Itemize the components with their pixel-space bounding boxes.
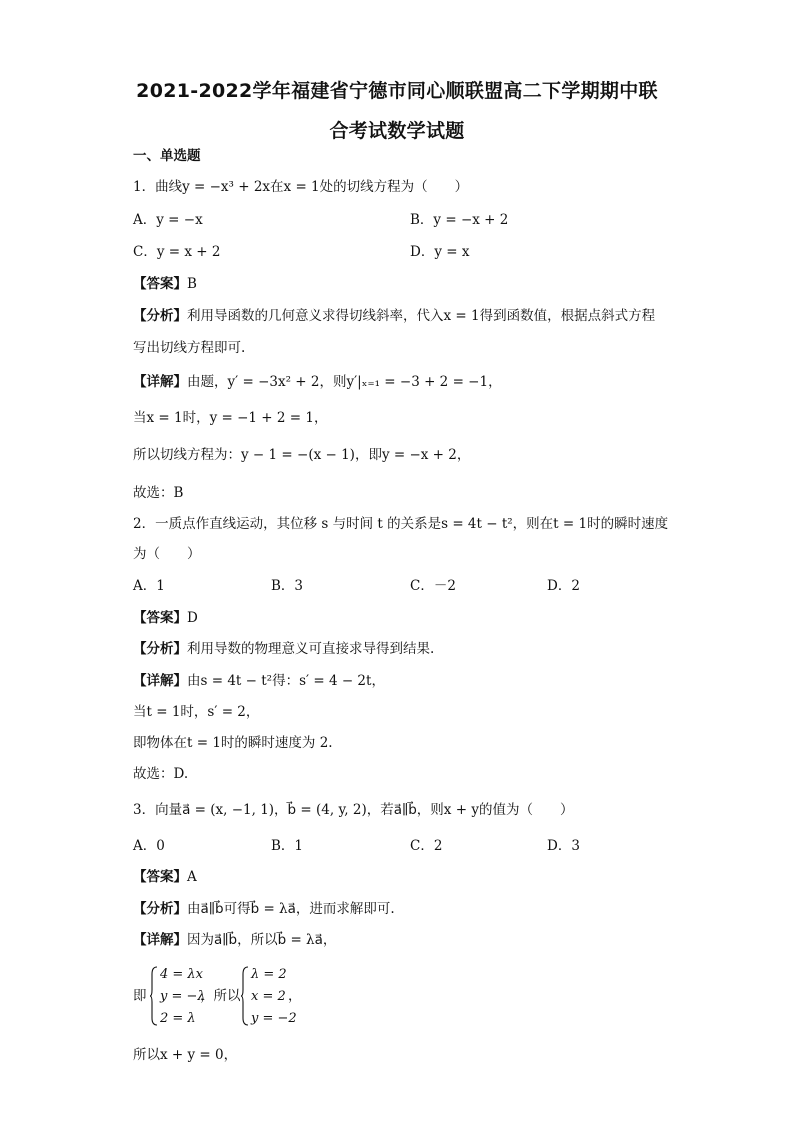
q3-answer <box>133 868 197 886</box>
equation: 4 = λx <box>160 967 203 982</box>
q2-detail <box>133 672 385 690</box>
q1-detail-3: 所以切线方程为：y − 1 = −(x − 1)，即y = −x + 2， <box>133 447 471 463</box>
document-title-line-2: 合考试数学试题 <box>329 120 465 142</box>
q1-answer <box>133 275 197 293</box>
equation: y = −λ <box>160 989 206 1004</box>
q2-stem-cont: 为（ ） <box>133 546 201 562</box>
q3-analysis <box>133 900 395 918</box>
q3-system-suffix: ， <box>288 988 302 1004</box>
document-title-line-1: 2021-2022学年福建省宁德市同心顺联盟高二下学期期中联 <box>136 80 658 102</box>
q1-conclusion: 故选：B <box>133 485 184 501</box>
q3-answer-value: A <box>187 869 197 885</box>
detail-tag: 【详解】 <box>133 374 187 390</box>
equation: 2 = λ <box>160 1011 196 1026</box>
q1-option-d: D．y = x <box>410 244 470 260</box>
q2-option-d: D．2 <box>547 578 580 594</box>
q3-stem: 3．向量a⃗ = (x, −1, 1)，b⃗ = (4, y, 2)，若a⃗∥b⃗，则x + y的值为（ ） <box>133 802 574 818</box>
q2-detail-text: 由s = 4t − t²得：s′ = 4 − 2t， <box>187 673 385 689</box>
q1-answer-value: B <box>187 276 197 292</box>
q1-analysis-cont: 写出切线方程即可. <box>133 340 246 356</box>
q2-detail-2: 当t = 1时，s′ = 2， <box>133 704 260 720</box>
q2-answer <box>133 609 198 627</box>
answer-tag: 【答案】 <box>133 276 187 292</box>
q1-option-a: A．y = −x <box>133 212 203 228</box>
q2-analysis-text: 利用导数的物理意义可直接求导得到结果. <box>187 641 435 657</box>
q2-option-b: B．3 <box>271 578 304 594</box>
q1-detail <box>133 373 502 391</box>
q3-system-mid: ，所以 <box>200 988 241 1004</box>
q3-detail-text: 因为a⃗∥b⃗，所以b⃗ = λa⃗， <box>187 932 337 948</box>
equation: λ = 2 <box>251 967 287 982</box>
q3-option-d: D．3 <box>547 838 580 854</box>
q2-option-a: A．1 <box>133 578 165 594</box>
analysis-tag: 【分析】 <box>133 901 187 917</box>
q3-option-a: A．0 <box>133 838 165 854</box>
analysis-tag: 【分析】 <box>133 308 187 324</box>
q3-system-left <box>160 964 206 1030</box>
q2-stem: 2．一质点作直线运动，其位移 s 与时间 t 的关系是s = 4t − t²，则在t = 1时的瞬时速度 <box>133 516 669 532</box>
q3-analysis-text: 由a⃗∥b⃗可得b⃗ = λa⃗，进而求解即可. <box>187 901 395 917</box>
q1-stem: 1．曲线y = −x³ + 2x在x = 1处的切线方程为（ ） <box>133 179 469 195</box>
q2-conclusion: 故选：D. <box>133 766 189 782</box>
q1-option-b: B．y = −x + 2 <box>410 212 509 228</box>
q2-answer-value: D <box>187 610 198 626</box>
q3-detail-last: 所以x + y = 0， <box>133 1047 238 1063</box>
detail-tag: 【详解】 <box>133 932 187 948</box>
answer-tag: 【答案】 <box>133 869 187 885</box>
q1-analysis <box>133 307 655 325</box>
q1-detail-text: 由题，y′ = −3x² + 2，则y′|ₓ₌₁ = −3 + 2 = −1， <box>187 374 502 390</box>
analysis-tag: 【分析】 <box>133 641 187 657</box>
q3-option-c: C．2 <box>410 838 443 854</box>
q1-detail-2: 当x = 1时，y = −1 + 2 = 1， <box>133 410 328 426</box>
equation: y = −2 <box>251 1011 297 1026</box>
q1-analysis-text: 利用导函数的几何意义求得切线斜率，代入x = 1得到函数值，根据点斜式方程 <box>187 308 656 324</box>
q2-detail-3: 即物体在t = 1时的瞬时速度为 2. <box>133 735 333 751</box>
detail-tag: 【详解】 <box>133 673 187 689</box>
left-brace-icon <box>150 966 158 1026</box>
left-brace-icon <box>241 966 249 1026</box>
q3-detail <box>133 931 336 949</box>
q1-option-c: C．y = x + 2 <box>133 244 221 260</box>
section-heading: 一、单选题 <box>133 148 201 164</box>
answer-tag: 【答案】 <box>133 610 187 626</box>
q3-option-b: B．1 <box>271 838 304 854</box>
q3-system-prefix: 即 <box>133 988 147 1004</box>
equation: x = 2 <box>251 989 286 1004</box>
q2-option-c: C．－2 <box>410 578 456 594</box>
q2-analysis <box>133 640 434 658</box>
